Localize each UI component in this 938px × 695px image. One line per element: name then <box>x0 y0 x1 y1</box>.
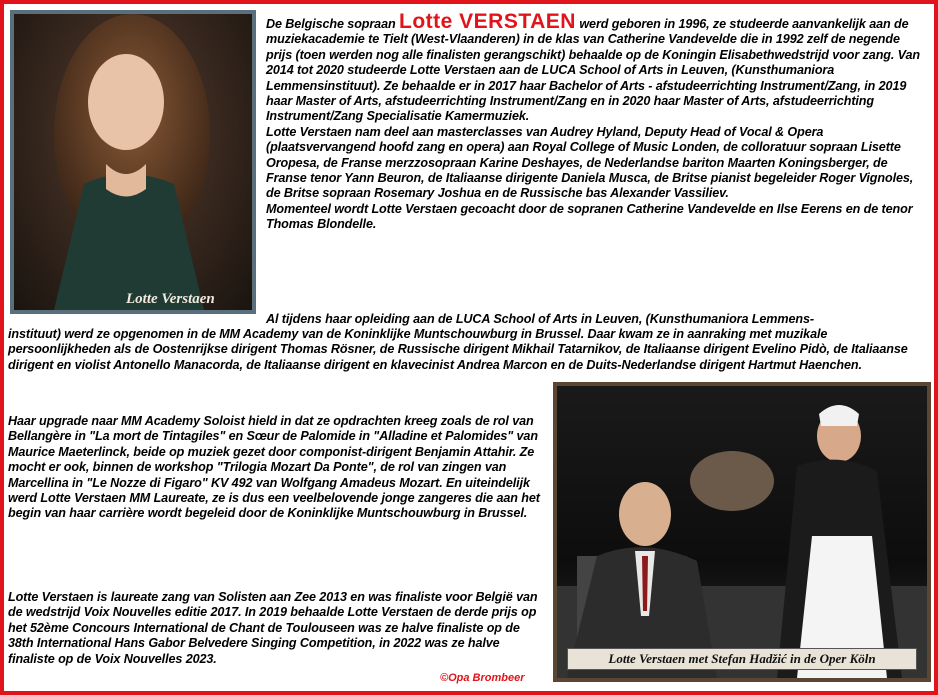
paragraph-prizes-body: Lotte Verstaen is laureate zang van Solisten aan Zee 2013 en was finaliste voor België van de wedstrijd Voix Nouvelles editie 2017. In 2019 behaalde Lotte Verstaen de derde prijs op het 52ème Concours International de Chant de Toulouseen was ze halve finaliste op de 38th International Hans Gabor Belvedere Singing Competition, in 2022 was ze halve finaliste op de Voix Nouvelles 2023. <box>8 590 538 666</box>
intro-after: werd geboren in 1996, ze studeerde aanvankelijk aan de muziekacademie te Tielt (West-Vlaanderen) in de klas van Catherine Vandevelde die in 1992 zelf de negende prijs (toen werden nog alle finalisten gerangschikt) behaalde op de Koningin Elisabethwedstrijd voor zang. Van 2014 tot 2020 studeerde Lotte Verstaen aan de LUCA School of Arts in Leuven, (Kunsthumaniora Lemmensinstituut). Ze behaalde er in 2017 haar Bachelor of Arts - afstudeerrichting Instrument/Zang, in 2019 haar Master of Arts, afstudeerrichting Instrument/Zang en in 2020 haar Master of Arts, afstudeerrichting Instrument/Zang Specialisatie Kamermuziek. <box>266 17 921 124</box>
paragraph-academy-body: instituut) werd ze opgenomen in de MM Academy van de Koninklijke Muntschouwburg in Brussel. Daar kwam ze in aanraking met muzikale persoonlijkheden als de Oostenrijkse dirigent Thomas Rösner, de Russische dirigent Mikhail Tatarnikov, de Italiaanse dirigent Evelino Pidò, de Italiaanse dirigent en violist Antonello Manacorda, de Italiaanse dirigent en klavecinist Andrea Marcon en de Duits-Nederlandse dirigent Hartmut Haenchen. <box>8 327 908 372</box>
paragraph-soloist <box>8 414 548 522</box>
paragraph-academy <box>8 327 928 373</box>
intro-before: De Belgische sopraan <box>266 17 396 31</box>
stage-photo <box>553 382 931 682</box>
article-intro-block <box>266 10 926 233</box>
portrait-caption: Lotte Verstaen <box>126 291 215 307</box>
paragraph-prizes <box>8 590 548 667</box>
paragraph-soloist-body: Haar upgrade naar MM Academy Soloist hield in dat ze opdrachten kreeg zoals de rol van Bellangère in "La mort de Tintagiles" en Sœur de Palomide in "Alladine et Palomides" van Maurice Maeterlinck, beide op muziek gezet door componist-dirigent Benjamin Attahir. Ze mocht er ook, binnen de workshop "Trilogia Mozart Da Ponte", de rol van zingen van Marcellina in "Le Nozze di Figaro" KV 492 van Wolfgang Amadeus Mozart. En uiteindelijk werd Lotte Verstaen MM Laureate, ze is dus een veelbelovende jonge zangeres die aan het begin van haar carrière wordt begeleid door de Koninklijke Muntschouwburg in Brussel. <box>8 414 540 521</box>
paragraph-academy-line1: Al tijdens haar opleiding aan de LUCA School of Arts in Leuven, (Kunsthumaniora Lemmens- <box>266 312 814 326</box>
stage-illustration <box>557 386 927 678</box>
singer-name: Lotte VERSTAEN <box>399 10 576 33</box>
copyright-notice: ©Opa Brombeer <box>440 672 525 684</box>
stage-caption: Lotte Verstaen met Stefan Hadžić in de Oper Köln <box>567 648 917 670</box>
paragraph-academy-start <box>266 312 926 327</box>
portrait-illustration <box>14 14 252 310</box>
paragraph-coaching: Momenteel wordt Lotte Verstaen gecoacht door de sopranen Catherine Vandevelde en Ilse Eerens en de tenor Thomas Blondelle. <box>266 201 913 232</box>
portrait-photo <box>10 10 256 314</box>
paragraph-masterclasses: Lotte Verstaen nam deel aan masterclasses van Audrey Hyland, Deputy Head of Vocal & Opera (plaatsvervangend hoofd zang en opera) aan Royal College of Music Londen, de colloratuur sopraan Lisette Oropesa, de Franse merzzosopraan Karine Deshayes, de Nederlandse bariton Maarten Koningsberger, de Franse tenor Yann Beuron, de Italiaanse dirigente Daniela Musca, de Britse pianist begeleider Roger Vignoles, de Britse sopraan Rosemary Joshua en de Russische bas Alexander Vassiliev. <box>266 124 914 201</box>
